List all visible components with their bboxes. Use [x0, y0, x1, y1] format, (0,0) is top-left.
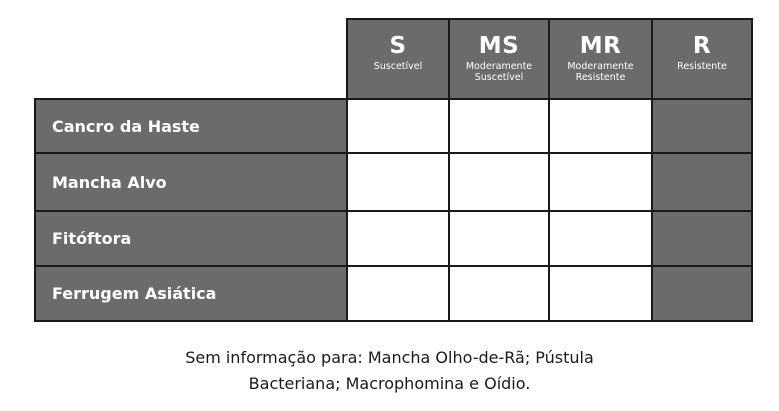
column-code: R — [692, 33, 712, 59]
rating-cell — [651, 98, 753, 154]
column-header-mr — [548, 18, 653, 100]
rating-cell — [346, 265, 450, 322]
footnote — [0, 345, 779, 397]
rating-cell — [448, 98, 550, 154]
rating-cell — [651, 265, 753, 322]
rating-cell — [346, 98, 450, 154]
column-header-s — [346, 18, 450, 100]
rating-cell — [548, 210, 653, 267]
table-corner — [34, 18, 347, 99]
rating-cell — [448, 265, 550, 322]
column-desc: Resistente — [677, 61, 727, 72]
rating-cell — [346, 152, 450, 212]
rating-cell — [548, 152, 653, 212]
rating-cell — [548, 98, 653, 154]
column-desc-line: Moderamente — [567, 61, 634, 72]
disease-resistance-table — [34, 18, 751, 320]
rating-cell — [448, 152, 550, 212]
rating-cell — [548, 265, 653, 322]
column-header-r — [651, 18, 753, 100]
footnote-line: Bacteriana; Macrophomina e Oídio. — [248, 374, 531, 393]
rating-cell — [651, 210, 753, 267]
column-code: MR — [579, 33, 622, 59]
column-desc — [567, 61, 633, 83]
column-desc-line: Resistente — [575, 72, 626, 83]
row-label-mancha-alvo: Mancha Alvo — [34, 152, 348, 212]
row-label-cancro-da-haste: Cancro da Haste — [34, 98, 348, 154]
column-code: S — [389, 33, 407, 59]
column-header-ms — [448, 18, 550, 100]
column-desc: Suscetível — [373, 61, 423, 72]
row-label-ferrugem-asiatica: Ferrugem Asiática — [34, 265, 348, 322]
column-desc-line: Moderamente — [465, 61, 533, 72]
column-code: MS — [478, 33, 520, 59]
footnote-line: Sem informação para: Mancha Olho-de-Rã; Pústula — [185, 348, 594, 367]
rating-cell — [448, 210, 550, 267]
row-label-fitoftora: Fitóftora — [34, 210, 348, 267]
rating-cell — [651, 152, 753, 212]
column-desc-line: Suscetível — [474, 72, 524, 83]
column-desc — [466, 61, 532, 83]
rating-cell — [346, 210, 450, 267]
